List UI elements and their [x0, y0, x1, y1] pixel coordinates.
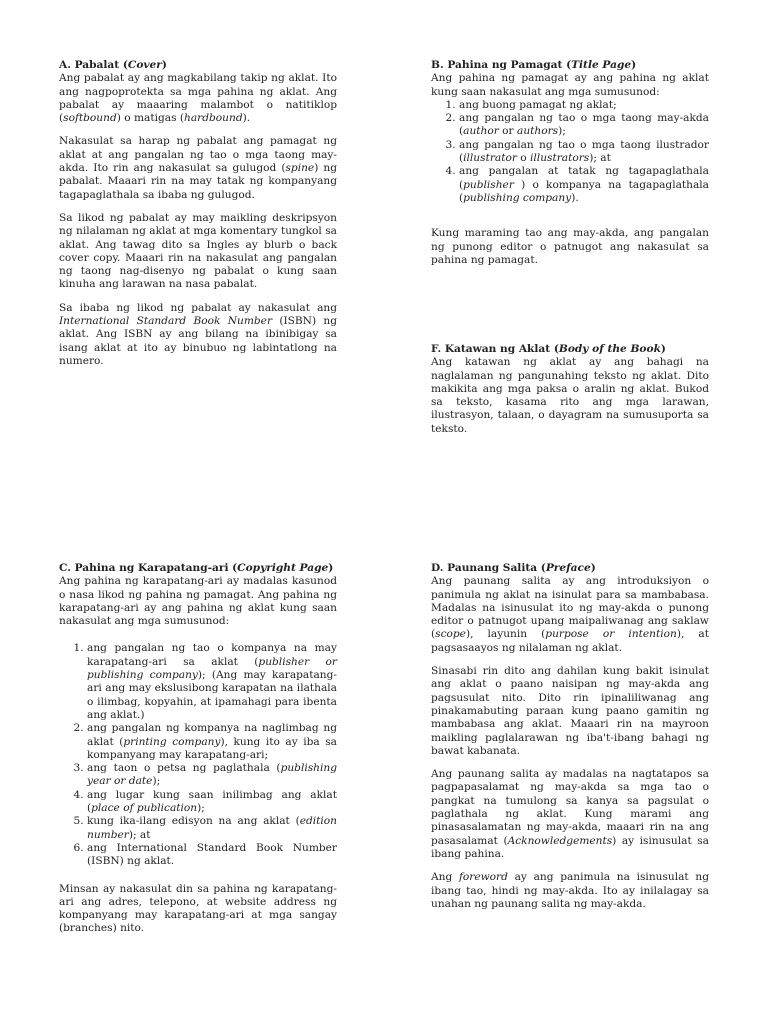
paragraph	[431, 871, 709, 911]
english-term: illustrator	[463, 152, 517, 165]
english-term: illustrators	[530, 152, 590, 165]
text: or	[498, 125, 517, 138]
text: ang lugar kung saan inilimbag ang aklat (	[87, 788, 337, 815]
paragraph: Ang pahina ng karapatang-ari ay madalas kasunod o nasa likod ng pahina ng pamagat. Ang pahina ng karapatang-ari ay ang pahina ng aklat kung saan nakasulat ang mga sumusunod:	[59, 575, 337, 628]
text: ang pangalan ng kompanya na naglimbag ng aklat (	[87, 722, 337, 748]
list-item	[87, 722, 337, 762]
english-term: scope	[435, 628, 466, 641]
text: ).	[571, 191, 579, 204]
paragraph	[431, 575, 709, 655]
ordered-list	[431, 99, 709, 205]
section-heading	[59, 59, 337, 72]
english-term: publishing company	[463, 191, 572, 204]
paragraph: Minsan ay nakasulat din sa pahina ng karapatang-ari ang adres, telepono, at website address ng kompanyang may karapatang-ari at mga sangay (branches) nito.	[59, 882, 337, 935]
paragraph	[59, 72, 337, 125]
english-term: publisher	[463, 178, 514, 191]
english-term: place of publication	[91, 802, 198, 815]
text: ); (Ang may karapatang-ari ang may ekslusibong karapatan na ilathala o ilimbag, kopyahin, at ipamahagi para ibenta ang aklat.)	[87, 669, 337, 721]
english-term: Acknowledgements	[507, 834, 613, 847]
text: ang taon o petsa ng paglathala (	[87, 762, 281, 775]
heading-text: )	[631, 59, 637, 71]
heading-text: )	[660, 343, 666, 355]
list-item: 1. ang buong pamagat ng aklat;	[459, 99, 709, 112]
list-item	[87, 815, 337, 842]
text: );	[558, 125, 566, 138]
list-item	[87, 762, 337, 789]
english-term: author	[463, 125, 499, 138]
heading-english-term: Body of the Book	[558, 343, 661, 355]
english-term: softbound	[63, 112, 117, 125]
english-term: International Standard Book Number	[59, 315, 273, 328]
section-cover	[59, 59, 337, 378]
paragraph: Ang pahina ng pamagat ay ang pahina ng aklat kung saan nakasulat ang mga sumusunod:	[431, 72, 709, 98]
paragraph: Sinasabi rin dito ang dahilan kung bakit isinulat ang aklat o paano naisipan ng may-akda ang pagsusulat nito. Dito rin ipinaliliwanag ang pinakamabuting paraan kung paano gamitin ng mambabasa ang aklat. Maaari rin na mayroon maikling paglalarawan ng iba't-ibang bahagi ng bawat kabanata.	[431, 665, 709, 757]
text: ); at	[128, 828, 151, 841]
english-term: publishing year or date	[87, 762, 337, 788]
section-body-of-book	[431, 343, 709, 446]
section-copyright-page	[59, 562, 337, 946]
text: Ang pabalat ay ang magkabilang takip ng aklat. Ito ang nagpoprotekta sa mga pahina ng aklat. Ang pabalat ay maaaring malambot o natitiklop (	[59, 72, 337, 125]
english-term: authors	[517, 125, 559, 138]
english-term: purpose or intention	[545, 628, 677, 641]
paragraph: Kung maraming tao ang may-akda, ang pangalan ng punong editor o patnugot ang nakasulat sa pahina ng pamagat.	[431, 227, 709, 266]
english-term: spine	[285, 162, 315, 175]
list-item	[459, 139, 709, 166]
paragraph	[431, 768, 709, 861]
text: );	[152, 775, 161, 788]
text: ) ng pabalat. Maaari rin na may tatak ng kompanyang tagapaglathala sa ibaba ng gulugod.	[59, 162, 337, 201]
text: ), kung ito ay iba sa kompanyang may karapatang-ari;	[87, 735, 337, 761]
text: );	[197, 802, 205, 815]
text: ) o matigas (	[116, 112, 185, 125]
english-term: hardbound	[184, 112, 243, 125]
text: o	[516, 152, 531, 165]
section-preface	[431, 562, 709, 921]
text: ) ay isinusulat sa ibang pahina.	[431, 834, 709, 860]
section-heading	[431, 343, 709, 356]
text: ay ang panimula na isinusulat ng ibang tao, hindi ng may-akda. Ito ay inilalagay sa unahan ng paunang salita ng may-akda.	[431, 871, 709, 910]
heading-text: F. Katawan ng Aklat (	[431, 343, 559, 355]
text: Ang paunang salita ay ang introduksiyon o panimula ng aklat na isinulat para sa mambabasa. Madalas na isinusulat ito ng may-akda o punong editor o patnugot upang maipaliwanag ang saklaw (	[431, 575, 709, 641]
section-heading	[431, 59, 709, 72]
heading-text: C. Pahina ng Karapatang-ari (	[59, 562, 238, 574]
list-item	[87, 642, 337, 722]
heading-english-term: Title Page	[571, 59, 632, 71]
heading-english-term: Preface	[545, 562, 591, 574]
english-term: publisher or publishing company	[87, 655, 337, 682]
section-heading	[431, 562, 709, 575]
text: ang pangalan ng tao o mga taong may-akda (	[459, 112, 709, 138]
heading-text: )	[590, 562, 596, 574]
heading-text: )	[328, 562, 334, 574]
list-item: 6. ang International Standard Book Number (ISBN) ng aklat.	[87, 842, 337, 869]
text: ), at pagsasaayos ng nilalaman ng aklat.	[431, 628, 709, 654]
section-title-page	[431, 59, 709, 277]
text: kung ika-ilang edisyon na ang aklat (	[87, 815, 300, 828]
text: ang pangalan at tatak ng tagapaglathala (	[459, 165, 709, 191]
heading-text: )	[161, 59, 167, 71]
text: ), layunin (	[465, 628, 546, 641]
english-term: foreword	[458, 871, 508, 884]
heading-text: B. Pahina ng Pamagat (	[431, 59, 572, 71]
text: Ang	[431, 871, 459, 884]
paragraph	[59, 302, 337, 368]
text: ); at	[589, 152, 611, 165]
english-term: edition number	[87, 815, 337, 841]
text: ang pangalan ng tao o mga taong ilustrador (	[459, 138, 709, 165]
paragraph: Ang katawan ng aklat ay ang bahagi na naglalaman ng pangunahing teksto ng aklat. Dito makikita ang mga paksa o aralin ng aklat. Bukod sa teksto, kasama rito ang mga larawan, ilustrasyon, talaan, o dayagram na sumusuporta sa teksto.	[431, 356, 709, 435]
text: ang pangalan ng tao o kompanya na may karapatang-ari sa aklat (	[87, 642, 337, 668]
english-term: printing company	[123, 735, 221, 748]
text: (ISBN) ng aklat. Ang ISBN ay ang bilang na ibinibigay sa isang aklat at ito ay binubuo ng labintatlong na numero.	[59, 315, 337, 367]
paragraph	[59, 135, 337, 201]
text: ) o kompanya na tagapaglathala (	[459, 178, 709, 204]
heading-text: A. Pabalat (	[59, 59, 128, 71]
text: ).	[242, 112, 251, 125]
list-item	[459, 112, 709, 139]
ordered-list	[59, 642, 337, 868]
heading-text: D. Paunang Salita (	[431, 562, 546, 574]
heading-english-term: Copyright Page	[237, 562, 329, 574]
text: Nakasulat sa harap ng pabalat ang pamagat ng aklat at ang pangalan ng tao o mga taong may-akda. Ito rin ang nakasulat sa gulugod (	[59, 135, 337, 175]
text: Sa ibaba ng likod ng pabalat ay nakasulat ang	[59, 301, 337, 314]
heading-english-term: Cover	[127, 59, 162, 71]
section-heading	[59, 562, 337, 575]
paragraph: Sa likod ng pabalat ay may maikling deskripsyon ng nilalaman ng aklat at mga komentary tungkol sa aklat. Ang tawag dito sa Ingles ay blurb o back cover copy. Maaari rin na nakasulat ang pangalan ng taong nag-disenyo ng pabalat o kung saan kinuha ang larawan na nasa pabalat.	[59, 211, 337, 291]
list-item	[87, 789, 337, 816]
text: Ang paunang salita ay madalas na nagtatapos sa pagpapasalamat ng may-akda sa mga tao o pangkat na tumulong sa kanya sa pagsulat o paglathala ng aklat. Kung marami ang pinasasalamatan ng may-akda, maaari rin na ang pasasalamat (	[431, 768, 709, 847]
list-item	[459, 165, 709, 205]
